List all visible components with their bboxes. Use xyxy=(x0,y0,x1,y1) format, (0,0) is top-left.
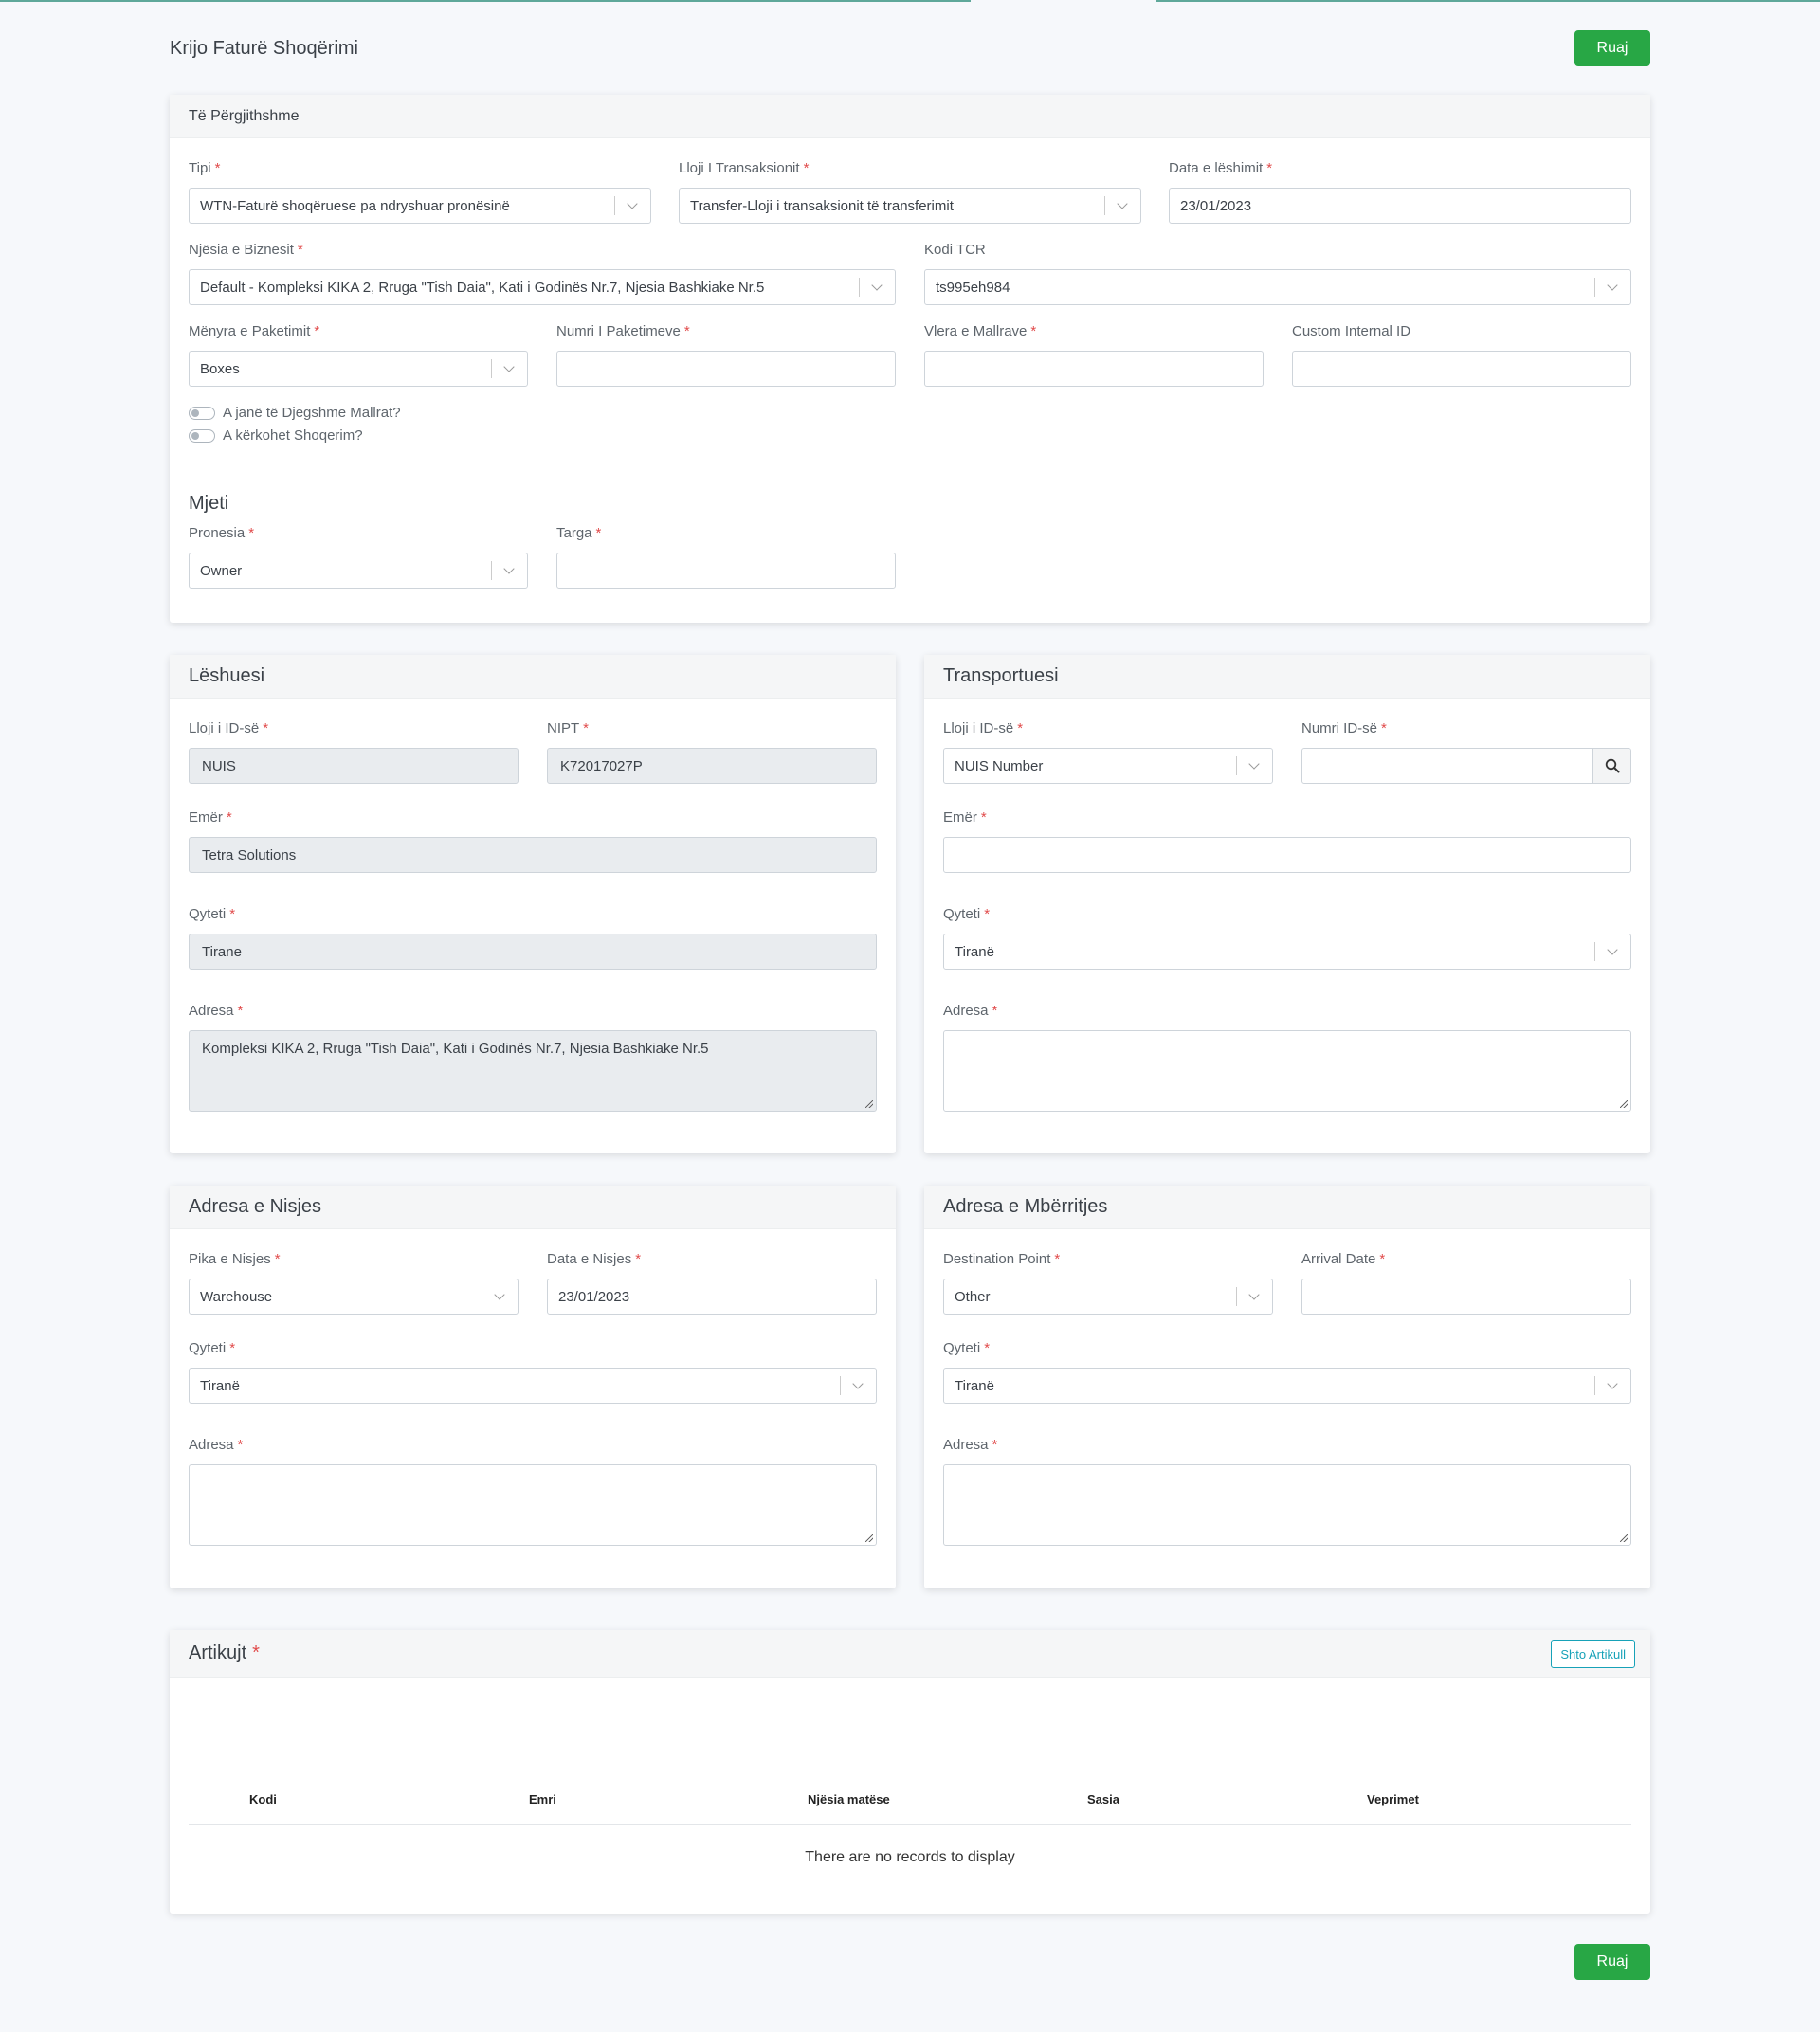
toggle-shoqerim-row xyxy=(189,427,363,444)
column-header-veprimet[interactable]: Veprimet xyxy=(1367,1792,1419,1806)
save-button-top[interactable]: Ruaj xyxy=(1574,30,1650,66)
targa-label: Targa * xyxy=(556,525,602,541)
chevron-down-icon xyxy=(1104,189,1140,223)
leshuesi-lloji-id-field: NUIS xyxy=(189,748,519,784)
leshuesi-emer-field: Tetra Solutions xyxy=(189,837,877,873)
chevron-down-icon xyxy=(1594,934,1630,969)
leshuesi-adresa-textarea: Kompleksi KIKA 2, Rruga "Tish Daia", Kati i Godinës Nr.7, Njesia Bashkiake Nr.5 xyxy=(189,1030,877,1112)
vlera-mallrave-label: Vlera e Mallrave * xyxy=(924,323,1037,339)
vlera-mallrave-input[interactable] xyxy=(924,351,1264,387)
pika-nisjes-label: Pika e Nisjes * xyxy=(189,1251,281,1267)
mberritja-card xyxy=(924,1186,1650,1588)
table-header-divider xyxy=(189,1824,1631,1825)
transportuesi-card xyxy=(924,655,1650,1153)
numri-paketimeve-label: Numri I Paketimeve * xyxy=(556,323,690,339)
page-title: Krijo Faturë Shoqërimi xyxy=(170,38,358,59)
njesia-biznesit-label: Njësia e Biznesit * xyxy=(189,242,303,258)
leshuesi-card-header xyxy=(170,655,896,698)
search-button[interactable] xyxy=(1592,749,1630,783)
column-header-kodi[interactable]: Kodi xyxy=(249,1792,277,1806)
transportuesi-numri-id-input[interactable] xyxy=(1301,748,1631,784)
resize-handle-icon xyxy=(865,1534,873,1542)
data-leshimit-label: Data e lëshimit * xyxy=(1169,160,1273,176)
column-header-emri[interactable]: Emri xyxy=(529,1792,556,1806)
transportuesi-adresa-textarea[interactable] xyxy=(943,1030,1631,1112)
transportuesi-adresa-label: Adresa * xyxy=(943,1003,998,1019)
destination-point-select[interactable]: Other xyxy=(943,1279,1273,1315)
pronesia-label: Pronesia * xyxy=(189,525,255,541)
pika-nisjes-select[interactable]: Warehouse xyxy=(189,1279,519,1315)
tipi-select[interactable]: WTN-Faturë shoqëruese pa ndryshuar pronësinë xyxy=(189,188,651,224)
targa-input[interactable] xyxy=(556,553,896,589)
mberritja-qyteti-select[interactable]: Tiranë xyxy=(943,1368,1631,1404)
mberritja-title: Adresa e Mbërritjes xyxy=(943,1196,1108,1217)
column-header-njesia-matese[interactable]: Njësia matëse xyxy=(808,1792,890,1806)
lloji-transaksionit-select[interactable]: Transfer-Lloji i transaksionit të transferimit xyxy=(679,188,1141,224)
data-nisjes-input[interactable]: 23/01/2023 xyxy=(547,1279,877,1315)
leshuesi-title: Lëshuesi xyxy=(189,665,265,686)
resize-handle-icon xyxy=(1620,1100,1628,1108)
menyra-paketimit-select[interactable]: Boxes xyxy=(189,351,528,387)
add-article-button[interactable]: Shto Artikull xyxy=(1551,1640,1635,1668)
leshuesi-adresa-label: Adresa * xyxy=(189,1003,244,1019)
transportuesi-numri-id-label: Numri ID-së * xyxy=(1301,720,1387,736)
nisja-card-header xyxy=(170,1186,896,1229)
general-card-header xyxy=(170,95,1650,138)
leshuesi-nipt-label: NIPT * xyxy=(547,720,590,736)
transportuesi-title: Transportuesi xyxy=(943,665,1059,686)
column-header-sasia[interactable]: Sasia xyxy=(1087,1792,1119,1806)
transportuesi-lloji-id-label: Lloji i ID-së * xyxy=(943,720,1024,736)
lloji-transaksionit-label: Lloji I Transaksionit * xyxy=(679,160,810,176)
leshuesi-lloji-id-label: Lloji i ID-së * xyxy=(189,720,269,736)
toggle-djegshme-switch[interactable] xyxy=(189,407,215,420)
custom-internal-id-input[interactable] xyxy=(1292,351,1631,387)
chevron-down-icon xyxy=(859,270,895,304)
destination-point-label: Destination Point * xyxy=(943,1251,1061,1267)
transportuesi-lloji-id-select[interactable]: NUIS Number xyxy=(943,748,1273,784)
chevron-down-icon xyxy=(491,553,527,588)
numri-paketimeve-input[interactable] xyxy=(556,351,896,387)
toggle-shoqerim-label: A kërkohet Shoqerim? xyxy=(223,427,363,444)
toggle-shoqerim-switch[interactable] xyxy=(189,429,215,443)
transportuesi-card-header xyxy=(924,655,1650,698)
leshuesi-emer-label: Emër * xyxy=(189,809,232,826)
transportuesi-emer-label: Emër * xyxy=(943,809,987,826)
chevron-down-icon xyxy=(614,189,650,223)
chevron-down-icon xyxy=(1594,1369,1630,1403)
general-title: Të Përgjithshme xyxy=(189,107,300,124)
nisja-qyteti-select[interactable]: Tiranë xyxy=(189,1368,877,1404)
leshuesi-qyteti-label: Qyteti * xyxy=(189,906,236,922)
data-nisjes-label: Data e Nisjes * xyxy=(547,1251,642,1267)
custom-internal-id-label: Custom Internal ID xyxy=(1292,323,1411,339)
nisja-card xyxy=(170,1186,896,1588)
arrival-date-label: Arrival Date * xyxy=(1301,1251,1386,1267)
toggle-djegshme-label: A janë të Djegshme Mallrat? xyxy=(223,405,401,421)
chevron-down-icon xyxy=(491,352,527,386)
save-button-bottom[interactable]: Ruaj xyxy=(1574,1944,1650,1980)
nisja-adresa-textarea[interactable] xyxy=(189,1464,877,1546)
mberritja-card-header xyxy=(924,1186,1650,1229)
toggle-djegshme-row xyxy=(189,405,401,421)
nisja-adresa-label: Adresa * xyxy=(189,1437,244,1453)
leshuesi-qyteti-field: Tirane xyxy=(189,934,877,970)
chevron-down-icon xyxy=(1236,749,1272,783)
data-leshimit-input[interactable]: 23/01/2023 xyxy=(1169,188,1631,224)
transportuesi-emer-input[interactable] xyxy=(943,837,1631,873)
kodi-tcr-label: Kodi TCR xyxy=(924,242,986,258)
resize-handle-icon xyxy=(1620,1534,1628,1542)
chevron-down-icon xyxy=(482,1279,518,1314)
empty-table-message: There are no records to display xyxy=(805,1849,1015,1865)
chevron-down-icon xyxy=(840,1369,876,1403)
chevron-down-icon xyxy=(1236,1279,1272,1314)
mberritja-adresa-label: Adresa * xyxy=(943,1437,998,1453)
mjeti-title: Mjeti xyxy=(189,493,229,514)
artikujt-title: Artikujt * xyxy=(189,1642,260,1663)
transportuesi-qyteti-label: Qyteti * xyxy=(943,906,991,922)
pronesia-select[interactable]: Owner xyxy=(189,553,528,589)
nisja-qyteti-label: Qyteti * xyxy=(189,1340,236,1356)
arrival-date-input[interactable] xyxy=(1301,1279,1631,1315)
nisja-title: Adresa e Nisjes xyxy=(189,1196,322,1217)
njesia-biznesit-select[interactable]: Default - Kompleksi KIKA 2, Rruga "Tish Daia", Kati i Godinës Nr.7, Njesia Bashkiake Nr.5 xyxy=(189,269,896,305)
artikujt-card-header xyxy=(170,1630,1650,1678)
top-progress-line-right xyxy=(1156,0,1820,2)
leshuesi-card xyxy=(170,655,896,1153)
search-icon xyxy=(1605,758,1620,773)
general-card xyxy=(170,95,1650,623)
mberritja-adresa-textarea[interactable] xyxy=(943,1464,1631,1546)
menyra-paketimit-label: Mënyra e Paketimit * xyxy=(189,323,320,339)
transportuesi-qyteti-select[interactable]: Tiranë xyxy=(943,934,1631,970)
leshuesi-nipt-field: K72017027P xyxy=(547,748,877,784)
tipi-label: Tipi * xyxy=(189,160,221,176)
kodi-tcr-select[interactable]: ts995eh984 xyxy=(924,269,1631,305)
chevron-down-icon xyxy=(1594,270,1630,304)
mberritja-qyteti-label: Qyteti * xyxy=(943,1340,991,1356)
resize-handle-icon xyxy=(865,1100,873,1108)
page-footer xyxy=(170,1944,1650,1980)
page-header xyxy=(170,30,1650,68)
artikujt-card xyxy=(170,1630,1650,1914)
top-progress-line xyxy=(0,0,971,2)
